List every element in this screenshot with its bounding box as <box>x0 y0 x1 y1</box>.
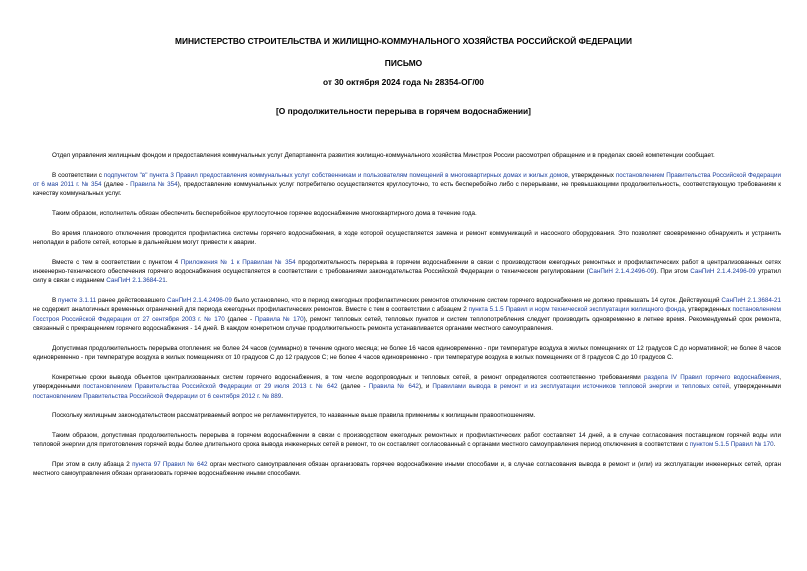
paragraph-7: Допустимая продолжительность перерыва отопления: не более 24 часов (суммарно) в течение одного месяца; не более 16 часов единовременно - при температуре воздуха в жилых помещениях от 12 градусов С до нормативной; не более 8 часов единовременно - при температуре воздуха в жилых помещениях от 10 градусов С до 12 градусов С; не более 4 часов единовременно - при температуре воздуха в жилых помещениях от 8 градусов С до 10 градусов С. <box>33 344 781 362</box>
text: Вместе с тем в соответствии с пунктом 4 <box>52 258 181 266</box>
text: ), и <box>418 383 433 391</box>
link-sanpin-2496-09-second[interactable]: СанПиН 2.1.4.2496-09 <box>690 268 756 275</box>
text: было установлено, что в период ежегодных профилактических ремонтов отключение систем горячего водоснабжения не должно превышать 14 суток. Действующий <box>231 297 722 304</box>
paragraph-11 <box>33 460 781 479</box>
text: (далее - <box>101 181 131 188</box>
text: Таким образом, допустимая продолжительность перерыва в горячем водоснабжении в связи с производством ежегодных ремонтных и профилактических работ составляет 14 дней, а в случае согласования поставщиком горячей воды или тепловой энергии для приготовления горячей воды более длительного срока вывода инженерных сетей в ремонт, то он составляет согласованный с органами местного самоуправления период отключения в соответствии с <box>33 431 781 449</box>
text: (далее - <box>337 383 369 391</box>
text: Конкретные сроки вывода объектов централизованных систем горячего водоснабжения, в том числе водопроводных и тепловых сетей, в ремонт определяются соответственно требованиями <box>52 373 645 381</box>
link-sanpin-3684-21[interactable]: СанПиН 2.1.3684-21 <box>106 277 166 285</box>
link-point-5-1-5-rules[interactable]: пункта 5.1.5 Правил и норм технической эксплуатации жилищного фонда <box>468 306 685 314</box>
paragraph-1: Отдел управления жилищным фондом и предоставления коммунальных услуг Департамента развития жилищно-коммунального хозяйства Минстроя России рассмотрел обращение и в пределах своей компетенции сообщает. <box>52 152 715 159</box>
link-section-iv-hot-water-rules[interactable]: раздела IV Правил горячего водоснабжения <box>644 373 780 381</box>
link-rules-170[interactable]: Правила № 170 <box>254 315 304 323</box>
text: . <box>773 441 776 449</box>
paragraph-9: Поскольку жилищным законодательством рассматриваемый вопрос не регламентируется, то названные выше правила применимы к жилищным правоотношениям. <box>52 412 536 420</box>
text: утратил силу в связи с изданием <box>33 268 781 285</box>
text: , утвержденными <box>729 383 782 391</box>
text: В соответствии с <box>52 171 104 179</box>
text: (далее - <box>224 315 255 323</box>
paragraph-2 <box>33 171 781 199</box>
ministry-name: МИНИСТЕРСТВО СТРОИТЕЛЬСТВА И ЖИЛИЩНО-КОММУНАЛЬНОГО ХОЗЯЙСТВА РОССИЙСКОЙ ФЕДЕРАЦИИ <box>175 36 632 46</box>
document-body <box>33 151 781 489</box>
paragraph-5 <box>33 258 781 286</box>
text: ). При этом <box>654 268 691 275</box>
text: , утвержденных <box>684 306 733 314</box>
text: ), предоставление коммунальных услуг потребителю осуществляется круглосуточно, то есть бесперебойно либо с перерывами, не превышающими продолжительность, соответствующую требованиям к качеству коммунальных услуг. <box>33 181 781 198</box>
document-type: ПИСЬМО <box>384 58 423 68</box>
paragraph-3: Таким образом, исполнитель обязан обеспечить бесперебойное круглосуточное горячее водоснабжение многоквартирного дома в течение года. <box>52 210 477 217</box>
link-rules-642[interactable]: Правила № 642 <box>368 383 419 391</box>
link-point-97-rules-642[interactable]: пункта 97 Правил № 642 <box>132 460 208 468</box>
paragraph-6 <box>33 296 781 334</box>
text: ранее действовавшего <box>96 297 167 304</box>
paragraph-8 <box>33 373 781 401</box>
document-date-number: от 30 октября 2024 года № 28354-ОГ/00 <box>323 77 484 87</box>
link-sanpin-3684-21[interactable]: СанПиН 2.1.3684-21 <box>721 297 781 304</box>
text: , утвержденных <box>567 171 616 179</box>
link-sanpin-2496-09[interactable]: СанПиН 2.1.4.2496-09 <box>588 268 655 275</box>
text: не содержит аналогичных временных ограничений для периода ежегодных профилактических ремонтов. Вместе с тем в соответствии с абзацем 2 <box>33 306 469 314</box>
text: орган местного самоуправления обязан организовать горячее водоснабжение иными способами и, в случае согласования вывода в ремонт и (или) из эксплуатации инженерных сетей, орган местного самоуправления обязан организовать горячее водоснабжение иными способами. <box>33 460 781 478</box>
text: , утвержденными <box>33 373 781 391</box>
document-subject: [О продолжительности перерыва в горячем водоснабжении] <box>276 106 531 116</box>
link-point-5-1-5-rules-170[interactable]: пунктом 5.1.5 Правил № 170 <box>689 441 774 449</box>
paragraph-4: Во время планового отключения проводится профилактика системы горячего водоснабжения, в ходе которой осуществляется замена и ремонт коммуникаций и насосного оборудования. Это позволяет своевременно обнаружить и устранить неполадки в работе сетей, которые в дальнейшем могут привести к аварии. <box>33 229 781 246</box>
link-sanpin-2496-09[interactable]: СанПиН 2.1.4.2496-09 <box>167 297 232 304</box>
link-subpoint-v-point-3-rules[interactable]: подпунктом "в" пункта 3 Правил предоставления коммунальных услуг собственникам и пользователям помещений в многоквартирных домах и жилых домов <box>103 171 568 179</box>
text: При этом в силу абзаца 2 <box>52 460 133 468</box>
text: . <box>281 392 283 400</box>
link-rules-354[interactable]: Правила № 354 <box>130 181 178 188</box>
text: ), ремонт тепловых сетей, тепловых пунктов и систем теплопотребления следует производить одновременно в летнее время. Рекомендуемый срок ремонта, связанный с прекращением горячего водоснабжения - 14 дней. В каждом конкретном случае продолжительность ремонта устанавливается органами местного самоуправления. <box>33 315 781 333</box>
link-point-3-1-11[interactable]: пункте 3.1.11 <box>58 297 97 304</box>
link-resolution-354[interactable]: постановлением Правительства Российской Федерации от 6 мая 2011 г. № 354 <box>33 171 782 188</box>
link-resolution-642[interactable]: постановлением Правительства Российской Федерации от 29 июля 2013 г. № 642 <box>83 383 338 391</box>
text: . <box>165 277 168 285</box>
text: продолжительность перерыва в горячем водоснабжении в связи с производством ежегодных ремонтных и профилактических работ в централизованных сетях инженерно-технического обеспечения горячего водоснабжения осуществляется в соответствии с требованиями законодательства Российской Федерации о техническом регулировании ( <box>33 258 781 275</box>
link-gosstroy-resolution-170[interactable]: постановлением Госстроя Российской Федерации от 27 сентября 2003 г. № 170 <box>33 306 781 323</box>
text: В <box>52 297 59 304</box>
paragraph-10 <box>33 431 781 450</box>
link-resolution-889[interactable]: постановлением Правительства Российской Федерации от 6 сентября 2012 г. № 889 <box>33 392 282 400</box>
link-repair-withdrawal-rules[interactable]: Правилами вывода в ремонт и из эксплуатации источников тепловой энергии и тепловых сетей <box>432 383 730 391</box>
link-appendix-1-rules-354[interactable]: Приложения № 1 к Правилам № 354 <box>180 258 296 266</box>
